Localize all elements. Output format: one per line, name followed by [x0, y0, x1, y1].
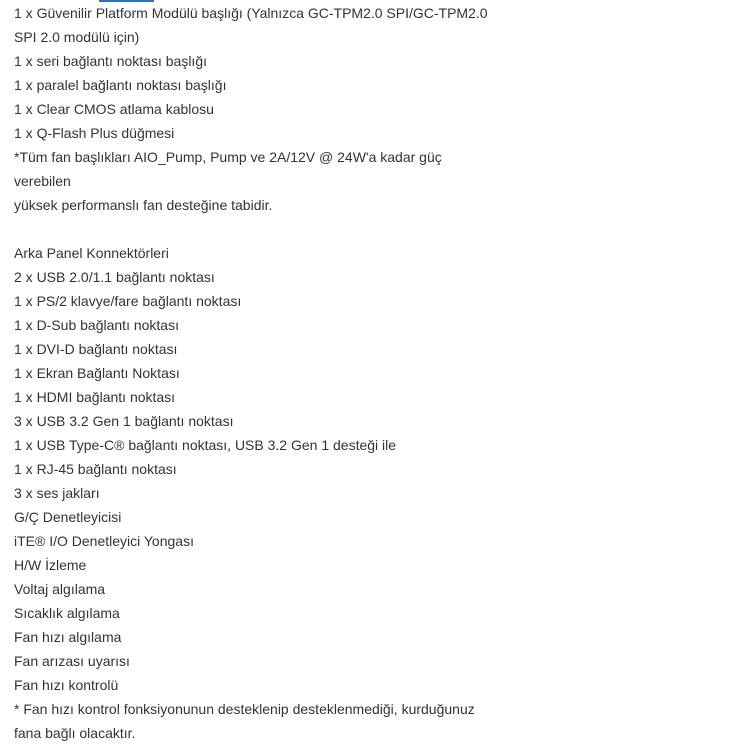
text-line: 3 x ses jakları	[14, 485, 100, 501]
text-line: verebilen	[14, 173, 71, 189]
text-line: 2 x USB 2.0/1.1 bağlantı noktası	[14, 269, 215, 285]
text-line: 1 x RJ-45 bağlantı noktası	[14, 461, 177, 477]
text-line: fana bağlı olacaktır.	[14, 725, 136, 741]
text-line: G/Ç Denetleyicisi	[14, 509, 122, 525]
text-line: Sıcaklık algılama	[14, 605, 120, 621]
text-line: 1 x D-Sub bağlantı noktası	[14, 317, 179, 333]
text-line: 1 x USB Type-C® bağlantı noktası, USB 3.2 Gen 1 desteği ile	[14, 437, 397, 453]
text-line: 1 x paralel bağlantı noktası başlığı	[14, 77, 227, 93]
text-line: *Tüm fan başlıkları AIO_Pump, Pump ve 2A/12V @ 24W'a kadar güç	[14, 149, 442, 165]
text-line: yüksek performanslı fan desteğine tabidir.	[14, 197, 273, 213]
text-line: Voltaj algılama	[14, 581, 106, 597]
text-line: Fan arızası uyarısı	[14, 653, 130, 669]
text-line: 1 x Q-Flash Plus düğmesi	[14, 125, 175, 141]
blank-line	[14, 217, 714, 241]
text-line: 1 x DVI-D bağlantı noktası	[14, 341, 178, 357]
text-line: 1 x HDMI bağlantı noktası	[14, 389, 176, 405]
text-line: 1 x Güvenilir Platform Modülü başlığı (Yalnızca GC-TPM2.0 SPI/GC-TPM2.0	[14, 5, 488, 21]
text-line: Fan hızı kontrolü	[14, 677, 119, 693]
section-heading: Arka Panel Konnektörleri	[14, 245, 169, 261]
text-line: 1 x Clear CMOS atlama kablosu	[14, 101, 214, 117]
spec-text-block	[14, 1, 714, 745]
text-line: H/W İzleme	[14, 557, 87, 573]
text-line: SPI 2.0 modülü için)	[14, 29, 140, 45]
text-line: * Fan hızı kontrol fonksiyonunun desteklenip desteklenmediği, kurduğunuz	[14, 701, 475, 717]
text-line: 1 x seri bağlantı noktası başlığı	[14, 53, 207, 69]
text-line: Fan hızı algılama	[14, 629, 122, 645]
text-line: 1 x Ekran Bağlantı Noktası	[14, 365, 180, 381]
text-line: iTE® I/O Denetleyici Yongası	[14, 533, 194, 549]
text-line: 1 x PS/2 klavye/fare bağlantı noktası	[14, 293, 242, 309]
text-line: 3 x USB 3.2 Gen 1 bağlantı noktası	[14, 413, 234, 429]
